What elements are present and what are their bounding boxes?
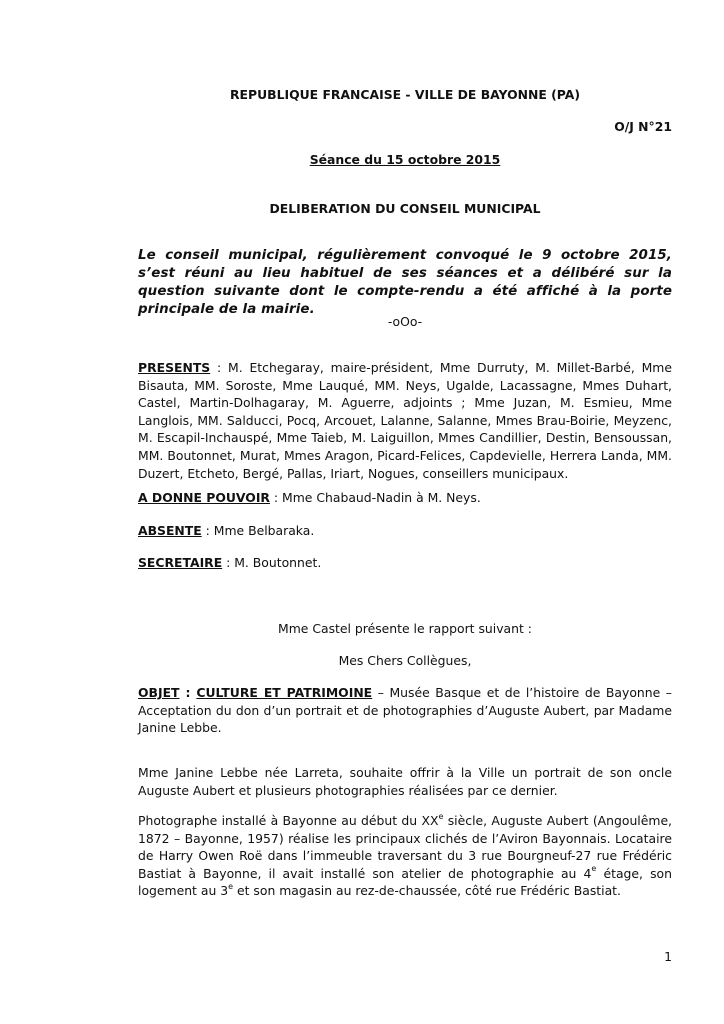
deliberation-title: DELIBERATION DU CONSEIL MUNICIPAL: [269, 201, 541, 216]
objet-label: OBJET: [138, 685, 180, 700]
separator: -oOo-: [387, 314, 423, 329]
para2-sup-1: e: [438, 811, 444, 821]
header-republique: REPUBLIQUE FRANCAISE - VILLE DE BAYONNE (PA): [229, 87, 580, 102]
rapport-line: Mme Castel présente le rapport suivant :: [278, 621, 532, 636]
absente-paragraph: [138, 522, 672, 540]
presents-text: : M. Etchegaray, maire-président, Mme Durruty, M. Millet-Barbé, Mme Bisauta, MM. Soroste, Mme Lauqué, MM. Neys, Ugalde, Lacassagne, Mmes Duhart, Castel, Martin-Dolhagaray, M. Aguerre, adjoints ; Mme Juzan, M. Esmieu, Mme Langlois, MM. Salducci, Pocq, Arcouet, Lalanne, Salanne, Mmes Brau-Boirie, Meyzenc, M. Escapil-Inchauspé, Mme Taieb, M. Laiguillon, Mmes Candillier, Destin, Bensoussan, MM. Boutonnet, Murat, Mmes Aragon, Picard-Felices, Capdevielle, Herrera Landa, MM. Duzert, Etcheto, Bergé, Pallas, Iriart, Nogues, conseillers municipaux.: [138, 360, 672, 481]
secretaire-label: SECRETAIRE: [138, 555, 223, 570]
page-number: 1: [664, 949, 672, 964]
objet-theme: CULTURE ET PATRIMOINE: [196, 685, 373, 700]
objet-sep: :: [179, 685, 197, 700]
intro-paragraph: Le conseil municipal, régulièrement convoqué le 9 octobre 2015, s’est réuni au lieu habituel de ses séances et a délibéré sur la question suivante dont le compte-rendu a été affiché à la porte principale de la mairie.: [138, 248, 672, 317]
objet-text: – Musée Basque et de l’histoire de Bayonne – Acceptation du don d’un portrait et de photographies d’Auguste Aubert, par Madame Janine Lebbe.: [138, 685, 672, 735]
objet-paragraph: [138, 684, 672, 737]
body-paragraph-2: [138, 812, 672, 900]
ordre-du-jour: O/J N°21: [614, 119, 672, 134]
para2-text-4: et son magasin au rez-de-chaussée, côté rue Frédéric Bastiat.: [233, 883, 621, 898]
presents-paragraph: [138, 359, 672, 482]
para2-text-1: Photographe installé à Bayonne au début du XX: [138, 813, 439, 828]
absente-text: : Mme Belbaraka.: [201, 523, 315, 538]
body-paragraph-1: Mme Janine Lebbe née Larreta, souhaite offrir à la Ville un portrait de son oncle Auguste Aubert et plusieurs photographies réalisées par ce dernier.: [138, 765, 672, 798]
pouvoir-text: : Mme Chabaud-Nadin à M. Neys.: [269, 490, 481, 505]
para2-sup-2: e: [591, 864, 597, 874]
secretaire-paragraph: [138, 554, 672, 572]
seance-date: Séance du 15 octobre 2015: [309, 152, 501, 167]
secretaire-text: : M. Boutonnet.: [222, 555, 322, 570]
para2-text-3: étage, son logement au 3: [138, 865, 672, 898]
pouvoir-paragraph: [138, 489, 672, 507]
salutation-line: Mes Chers Collègues,: [338, 653, 472, 668]
para2-sup-3: e: [228, 881, 234, 891]
pouvoir-label: A DONNE POUVOIR: [138, 490, 270, 505]
para2-text-2: siècle, Auguste Aubert (Angoulême, 1872 – Bayonne, 1957) réalise les principaux clichés de l’Aviron Bayonnais. Locataire de Harry Owen Roë dans l’immeuble traversant du 3 rue Bourgneuf-27 rue Frédéric Bastiat à Bayonne, il avait installé son atelier de photographie au 4: [138, 813, 672, 881]
presents-label: PRESENTS: [138, 360, 211, 375]
absente-label: ABSENTE: [138, 523, 202, 538]
